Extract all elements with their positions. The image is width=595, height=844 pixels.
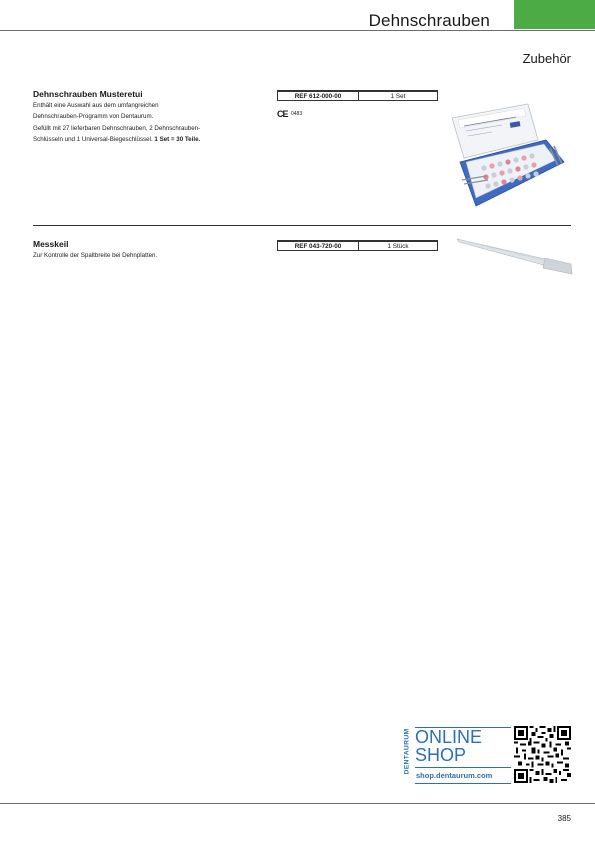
footer-divider — [0, 803, 595, 804]
ce-number: 0483 — [291, 111, 303, 117]
section-subtitle: Zubehör — [522, 51, 571, 66]
banner-rule — [415, 767, 511, 768]
description-text: Schlüsseln und 1 Universal-Biegeschlüssel. — [33, 135, 153, 143]
product-title: Dehnschrauben Musteretui — [33, 89, 143, 99]
product-entry — [33, 239, 273, 261]
description-line — [33, 134, 273, 145]
section-divider — [33, 225, 571, 226]
description-line: Gefüllt mit 27 lieferbaren Dehnschrauben, 2 Dehnschrauben- — [33, 124, 201, 132]
description-line: Dehnschrauben-Programm von Dentaurum. — [33, 113, 154, 121]
shop-heading-line2: SHOP — [415, 745, 467, 765]
description-line: Zur Kontrolle der Spaltbreite bei Dehnplatten. — [33, 252, 158, 259]
shop-url-link[interactable]: shop.dentaurum.com — [416, 771, 493, 780]
case-image — [446, 100, 571, 215]
qr-code-icon[interactable] — [514, 726, 571, 783]
ref-number: REF 043-720-00 — [278, 241, 359, 251]
description-line: Enthält eine Auswahl aus dem umfangreichen — [33, 102, 159, 109]
quantity: 1 Set — [359, 91, 437, 101]
brand-name: DENTAURUM — [403, 728, 411, 775]
banner-rule — [415, 783, 511, 784]
quantity: 1 Stück — [359, 241, 437, 251]
online-shop-banner[interactable] — [402, 726, 512, 784]
brand-vertical — [402, 726, 413, 784]
header-divider — [0, 30, 595, 31]
product-title: Messkeil — [33, 239, 69, 249]
ref-number: REF 612-000-00 — [278, 91, 359, 101]
section-color-tab — [514, 0, 595, 29]
shop-heading-line1: ONLINE — [415, 727, 483, 747]
ref-table — [277, 90, 438, 101]
product-description — [33, 100, 273, 145]
product-entry — [33, 89, 273, 145]
set-count: 1 Set = 30 Teile. — [154, 135, 201, 143]
product-description — [33, 250, 273, 261]
page-number: 385 — [557, 814, 571, 823]
page-title: Dehnschrauben — [368, 11, 490, 30]
ref-table — [277, 240, 438, 251]
ce-mark: CE — [277, 109, 288, 119]
wedge-image — [455, 236, 573, 280]
